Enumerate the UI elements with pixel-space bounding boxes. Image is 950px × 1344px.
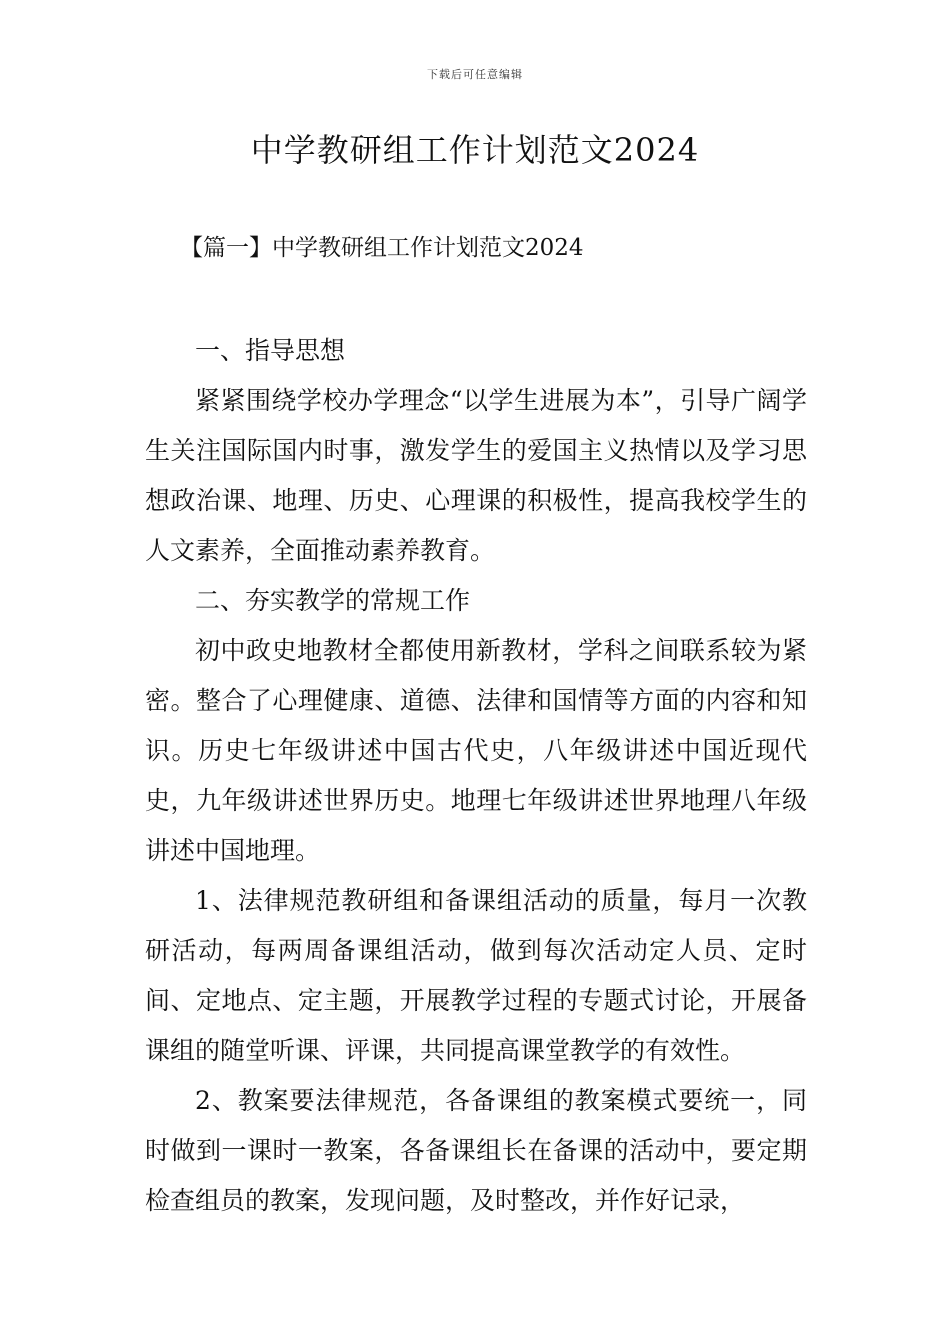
paragraph-guiding-ideology: 紧紧围绕学校办学理念“以学生进展为本”，引导广阔学生关注国际国内时事，激发学生的爱国主义热情以及学习思想政治课、地理、历史、心理课的积极性，提高我校学生的人文素养，全面推动素养教育。 <box>145 386 807 565</box>
paragraph-textbooks: 初中政史地教材全都使用新教材，学科之间联系较为紧密。整合了心理健康、道德、法律和国情等方面的内容和知识。历史七年级讲述中国古代史，八年级讲述中国近现代史，九年级讲述世界历史。地理七年级讲述世界地理八年级讲述中国地理。 <box>145 636 807 865</box>
section-title: 【篇一】中学教研组工作计划范文2024 <box>180 235 584 261</box>
heading-teaching-routine: 二、夯实教学的常规工作 <box>195 586 471 615</box>
document-body <box>145 326 807 1226</box>
document-title: 中学教研组工作计划范文2024 <box>250 131 700 169</box>
heading-guiding-ideology: 一、指导思想 <box>195 336 346 365</box>
paragraph-item-1: 1、法律规范教研组和备课组活动的质量，每月一次教研活动，每两周备课组活动，做到每次活动定人员、定时间、定地点、定主题，开展教学过程的专题式讨论，开展备课组的随堂听课、评课，共同提高课堂教学的有效性。 <box>145 886 807 1065</box>
paragraph-item-2: 2、教案要法律规范，各备课组的教案模式要统一，同时做到一课时一教案，各备课组长在备课的活动中，要定期检查组员的教案，发现问题，及时整改，并作好记录， <box>145 1086 807 1215</box>
header-note: 下载后可任意编辑 <box>427 68 523 81</box>
